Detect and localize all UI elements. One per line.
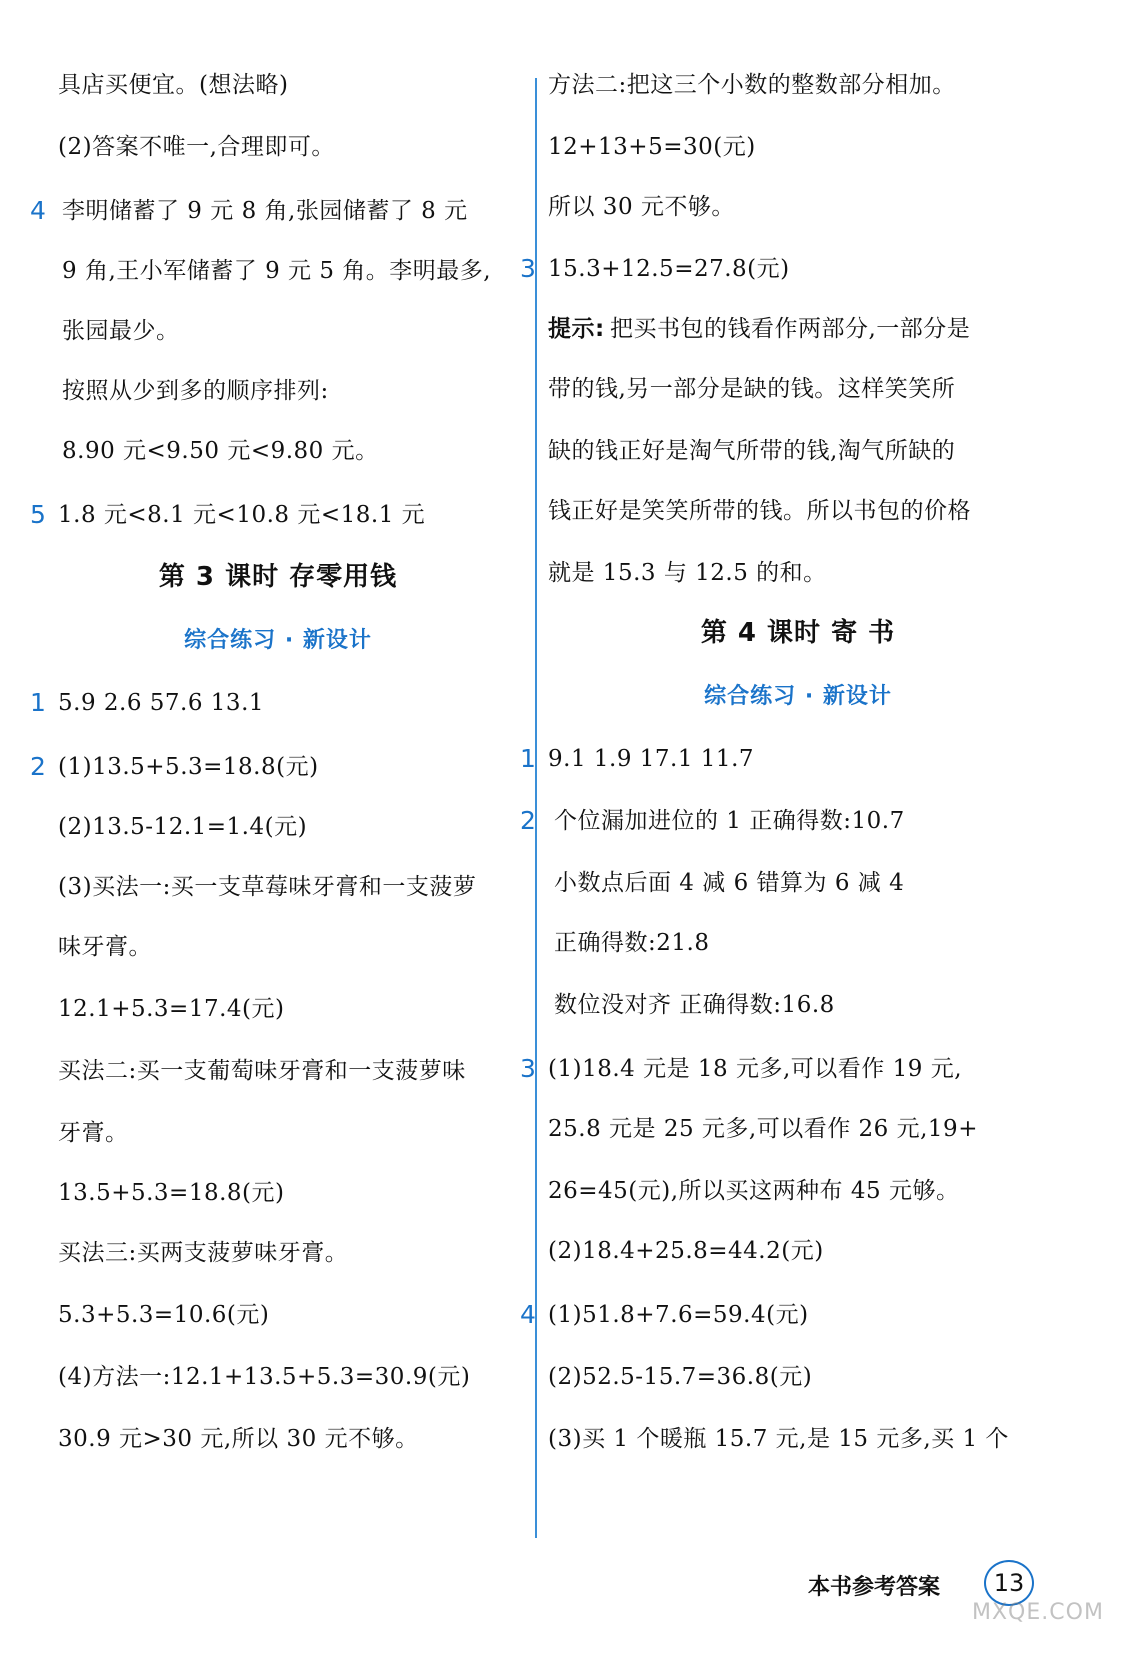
answer-line: (3)买法一:买一支草莓味牙膏和一支菠萝	[58, 874, 477, 900]
answer-line: 正确得数:21.8	[554, 930, 710, 956]
answer-line: 缺的钱正好是淘气所带的钱,淘气所缺的	[548, 438, 956, 464]
section-subtitle: 综合练习 · 新设计	[704, 684, 892, 709]
answer-line: 牙膏。	[58, 1120, 129, 1146]
answer-line: 12.1+5.3=17.4(元)	[58, 996, 285, 1022]
question-number: 5	[30, 500, 46, 529]
page-number-text: 13	[993, 1569, 1025, 1597]
question-number: 1	[520, 744, 536, 773]
answer-line: 5.9 2.6 57.6 13.1	[58, 690, 265, 716]
answer-line: (1)18.4 元是 18 元多,可以看作 19 元,	[548, 1056, 963, 1082]
answer-line: 按照从少到多的顺序排列:	[62, 378, 329, 404]
section-subtitle: 综合练习 · 新设计	[184, 628, 372, 653]
hint-label: 提示:	[548, 316, 605, 342]
question-number: 2	[520, 806, 536, 835]
answer-line: 15.3+12.5=27.8(元)	[548, 256, 790, 282]
watermark: MXQE.COM	[972, 1600, 1104, 1625]
answer-line: 9 角,王小军储蓄了 9 元 5 角。李明最多,	[62, 258, 492, 284]
answer-line: (1)51.8+7.6=59.4(元)	[548, 1302, 809, 1328]
lesson-title: 第 4 课时 寄 书	[700, 618, 896, 648]
answer-line: 12+13+5=30(元)	[548, 134, 756, 160]
answer-line: 带的钱,另一部分是缺的钱。这样笑笑所	[548, 376, 956, 402]
question-number: 4	[30, 196, 46, 225]
answer-line: 13.5+5.3=18.8(元)	[58, 1180, 285, 1206]
question-number: 3	[520, 1054, 536, 1083]
answer-line: 味牙膏。	[58, 934, 152, 960]
question-number: 3	[520, 254, 536, 283]
footer-label: 本书参考答案	[808, 1575, 941, 1600]
answer-line: 买法二:买一支葡萄味牙膏和一支菠萝味	[58, 1058, 466, 1084]
answer-line: (4)方法一:12.1+13.5+5.3=30.9(元)	[58, 1364, 471, 1390]
answer-line: 9.1 1.9 17.1 11.7	[548, 746, 755, 772]
answer-line: 数位没对齐 正确得数:16.8	[554, 992, 835, 1018]
answer-line: 钱正好是笑笑所带的钱。所以书包的价格	[548, 498, 971, 524]
answer-line: 8.90 元<9.50 元<9.80 元。	[62, 438, 379, 464]
answer-line: 26=45(元),所以买这两种布 45 元够。	[548, 1178, 960, 1204]
answer-line: (1)13.5+5.3=18.8(元)	[58, 754, 319, 780]
question-number: 1	[30, 688, 46, 717]
answer-line: 1.8 元<8.1 元<10.8 元<18.1 元	[58, 502, 426, 528]
question-number: 4	[520, 1300, 536, 1329]
lesson-title: 第 3 课时 存零用钱	[158, 562, 398, 592]
answer-line: 把买书包的钱看作两部分,一部分是	[610, 316, 971, 342]
answer-line: (2)答案不唯一,合理即可。	[58, 134, 335, 160]
answer-line: 小数点后面 4 减 6 错算为 6 减 4	[554, 870, 905, 896]
answer-line: 个位漏加进位的 1 正确得数:10.7	[554, 808, 905, 834]
answer-line: 30.9 元>30 元,所以 30 元不够。	[58, 1426, 419, 1452]
answer-line: 方法二:把这三个小数的整数部分相加。	[548, 72, 956, 98]
answer-line: 所以 30 元不够。	[548, 194, 735, 220]
answer-line: 张园最少。	[62, 318, 180, 344]
answer-line: (2)18.4+25.8=44.2(元)	[548, 1238, 824, 1264]
answer-line: 25.8 元是 25 元多,可以看作 26 元,19+	[548, 1116, 978, 1142]
answer-line: (2)52.5-15.7=36.8(元)	[548, 1364, 813, 1390]
answer-line: 买法三:买两支菠萝味牙膏。	[58, 1240, 349, 1266]
answer-line: 具店买便宜。(想法略)	[58, 72, 289, 98]
answer-line: 5.3+5.3=10.6(元)	[58, 1302, 270, 1328]
answer-line: (2)13.5-12.1=1.4(元)	[58, 814, 308, 840]
answer-line: 李明储蓄了 9 元 8 角,张园储蓄了 8 元	[62, 198, 468, 224]
question-number: 2	[30, 752, 46, 781]
answer-line: (3)买 1 个暖瓶 15.7 元,是 15 元多,买 1 个	[548, 1426, 1009, 1452]
answer-line: 就是 15.3 与 12.5 的和。	[548, 560, 827, 586]
